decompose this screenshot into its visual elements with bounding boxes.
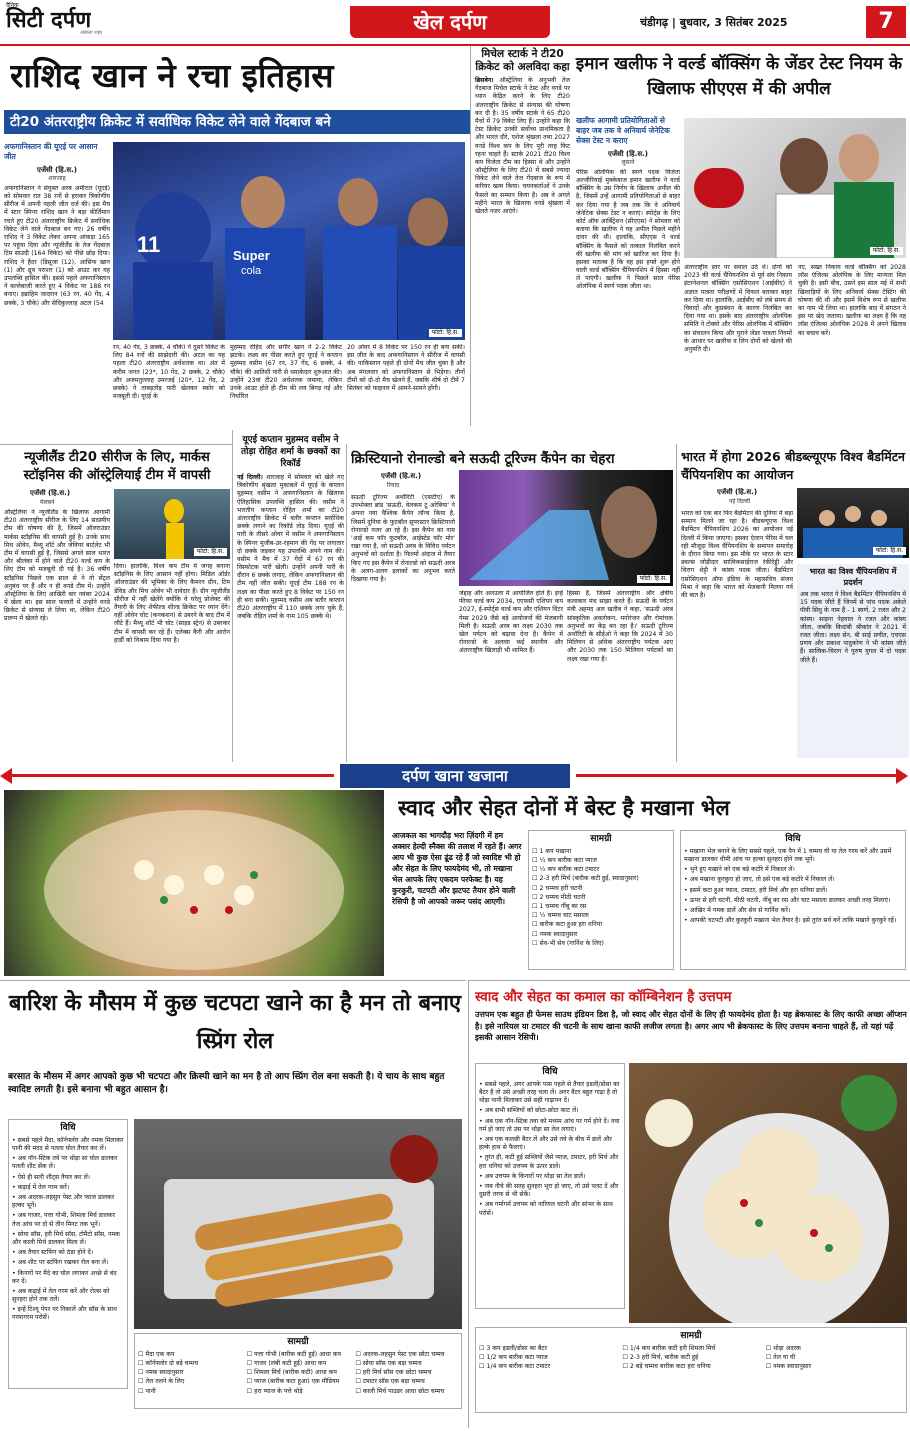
- list-item: ☐ 2 बड़े चम्मच बारीक कटा हरा धनिया: [622, 1363, 759, 1371]
- badminton-place: नई दिल्ली: [729, 498, 751, 505]
- dateline: चंडीगढ़ | बुधवार, 3 सितंबर 2025: [640, 16, 788, 29]
- list-item: ☐ हरा प्याज के पत्ते थोड़े: [247, 1388, 350, 1396]
- list-item: • आपकी चटपटी और कुरकुरी मखाना भेल तैयार है। इसे तुरंत सर्व करें ताकि मखाने कुरकुरे रहें।: [684, 917, 902, 925]
- list-item: ☐ बारीक कटा हुआ हरा धनिया: [532, 921, 670, 929]
- uttapam-ing-list: [479, 1345, 903, 1373]
- list-item: ☐ 3 कप इडली/डोसा का बैटर: [479, 1345, 616, 1353]
- waseem-text: [237, 474, 344, 621]
- ronaldo-byline: एजेंसी (हि.स.): [381, 472, 422, 480]
- photo-credit: फोटो: हि.स.: [873, 547, 906, 555]
- khelif-bullet: खलीफ आगामी प्रतियोगिताओं से बाहर जब तक वे अनिवार्य जेनेटिक सेक्स टेस्ट न कराए: [576, 116, 670, 145]
- makhana-bowl-illustration: [4, 790, 384, 976]
- stoinis-place: मेलबर्न: [40, 499, 55, 506]
- list-item: ☐ ¼ कप बारीक कटा प्याज: [532, 857, 670, 865]
- food-banner: [0, 764, 910, 788]
- list-item: ☐ नमक स्वादानुसार: [766, 1363, 903, 1371]
- list-item: ☐ 1/4 कप बारीक कटा टमाटर: [479, 1363, 616, 1371]
- boxers-illustration: [684, 118, 906, 258]
- list-item: ☐ 2 चम्मच मीठी चटनी: [532, 894, 670, 902]
- uttapam-intro: उत्तपम एक बहुत ही फेमस साउथ इंडियन डिश है, जो स्वाद और सेहत दोनों के लिए ही फायदेमंद होता है। यह ब्रेकफास्ट के लिए काफी अच्छा ऑप्शन है। इसे नारियल या टमाटर की चटनी के साथ खाना काफी लजीज लगता है। अगर आप भी ब्रेकफास्ट के लिए उत्तपम बनाना चाहते हैं, तो यहां पढ़ें इसकी आसान रेसिपी।: [475, 1010, 907, 1043]
- list-item: • अब तैयार स्टफिंग को ठंडा होने दें।: [12, 1249, 124, 1257]
- list-item: ☐ पत्ता गोभी (बारीक कटी हुई) आधा कप: [247, 1351, 350, 1359]
- khelif-headline: इमान खलीफ ने वर्ल्ड बॉक्सिंग के जेंडर टेस्ट नियम के खिलाफ सीएएस में की अपील: [575, 54, 903, 99]
- rashid-strap: टी20 अंतरराष्ट्रीय क्रिकेट में सर्वाधिक विकेट लेने वाले गेंदबाज बने: [4, 110, 470, 134]
- spring-rolls-illustration: [134, 1119, 462, 1329]
- svg-text:11: 11: [137, 232, 161, 257]
- ronaldo-place: रियाद: [387, 482, 400, 489]
- spring-ing-list: [138, 1351, 458, 1397]
- list-item: • किनारों पर मैदे का घोल लगाकर अच्छे से बंद कर दें।: [12, 1270, 124, 1286]
- stoinis-byline: एजेंसी (हि.स.): [30, 489, 71, 497]
- ronaldo-article: [346, 444, 674, 762]
- list-item: ☐ 2-3 हरी मिर्च (बारीक कटी हुई, स्वादानुसार): [532, 875, 670, 883]
- list-item: • तुरंत ही, कटी हुई सब्जियों जैसे प्याज, टमाटर, हरी मिर्च और हरा धनिया को उत्तपम के ऊपर डालें।: [479, 1154, 621, 1170]
- list-item: • अब मखाना कुरकुरा हो जाए, तो इसे एक बड़े कटोरे में निकाल लें।: [684, 876, 902, 884]
- makhana-method-list: [684, 848, 902, 926]
- spring-article: [0, 980, 466, 1428]
- list-item: • आखिर में नमक डालें और सेव से गार्निश करें।: [684, 907, 902, 915]
- ronaldo-headline: क्रिस्टियानो रोनाल्डो बने सऊदी टूरिज्म कैंपेन का चेहरा: [351, 451, 615, 467]
- list-item: ☐ पानी: [138, 1388, 241, 1396]
- uttapam-method-list: [479, 1081, 621, 1218]
- list-item: ☐ हरी मिर्च सॉस एक छोटा चम्मच: [355, 1369, 458, 1377]
- badminton-byline: एजेंसी (हि.स.): [717, 488, 758, 496]
- starc-place: ब्रिसबेन।: [475, 77, 494, 84]
- badminton-box-title: भारत का विश्व चैंपियनशिप में प्रदर्शन: [809, 567, 897, 587]
- khelif-byline: एजेंसी (हि.स.): [607, 149, 649, 158]
- list-item: ☐ सोया सॉस एक बड़ा चम्मच: [355, 1360, 458, 1368]
- makhana-ingredients: [528, 830, 674, 970]
- stoinis-col1: ऑस्ट्रेलिया ने न्यूजीलैंड के खिलाफ आगामी टी20 अंतरराष्ट्रीय सीरीज के लिए 14 सदस्यीय टीम की घोषणा की है, जिसमें ऑलराउंडर मार्कस स्टॉइनिस की वापसी हुई है। उनके साथ मिच ओवेन, मैथ्यू शॉर्ट और जेवियर बार्टलेट भी टीम में वापसी हुई है, जिससे अगले साल भारत और श्रीलंका में होने वाले टी20 वर्ल्ड कप के लिए टीम को मजबूती दी गई है। 36 वर्षीय स्टॉइनिस पिछले एक साल से ने तो सेंट्रल अनुबंध पर हैं और न ही वनडे टीम में। उन्होंने ऑस्ट्रेलिया के लिए आखिरी बार नवंबर 2024 में खेला था। इस साल फरवरी में उन्होंने वनडे क्रिकेट से संन्यास ले लिया था, लेकिन टी20 प्रारूप में खेलते रहे।: [4, 509, 110, 623]
- list-item: ☐ अदरक-लहसुन पेस्ट एक छोटा चम्मच: [355, 1351, 458, 1359]
- list-item: ☐ 2 चम्मच हरी चटनी: [532, 885, 670, 893]
- list-item: • अब अदरक-लहसुन पेस्ट और प्याज डालकर हल्का भूनें।: [12, 1194, 124, 1210]
- uttapam-method-title: विधि: [542, 1067, 558, 1077]
- list-item: • ऐसे ही सारी शीट्स तैयार कर लें।: [12, 1174, 124, 1182]
- list-item: ☐ 1/4 कप बारीक कटी हरी शिमला मिर्च: [622, 1345, 759, 1353]
- spring-method-title: विधि: [60, 1123, 76, 1133]
- makhana-method-title: विधि: [785, 834, 801, 844]
- list-item: ☐ ½ कप बारीक कटा टमाटर: [532, 866, 670, 874]
- spring-headline: बारिश के मौसम में कुछ चटपटा खाने का है मन तो बनाए स्प्रिंग रोल: [8, 991, 462, 1054]
- ronaldo-col2: जेद्दाह और अलउला में आयोजित होते हैं। इन्हें फीफा वर्ल्ड कप 2034, एएफसी एशियन कप 2027, ई-स्पोर्ट्स वर्ल्ड कप और एशियन विंटर गेम्स 2029 जैसे बड़े आयोजनों की मेजबानी मिली है। सऊदी अरब का लक्ष्य 2030 तक खेल पर्यटन को बढ़ावा देना है। कैंपेन में रोनाल्डो के अलावा कई स्थानीय और अंतरराष्ट्रीय खिलाड़ी भी शामिल हैं।: [459, 590, 563, 655]
- list-item: • सबसे पहले मैदा, कॉर्नफ्लोर और नमक मिलाकर पानी की मदद से पतला घोल तैयार कर लें।: [12, 1137, 124, 1153]
- spring-intro: बरसात के मौसम में अगर आपको कुछ भी चटपटा और क्रिस्पी खाने का मन है तो आप स्प्रिंग रोल बना सकती है। ये चाय के साथ बहुत स्वादिष्ट लगती है। इसे बनाना भी बहुत आसान है।: [8, 1072, 445, 1096]
- list-item: ☐ 2-3 हरी मिर्च, बारीक कटी हुई: [622, 1354, 759, 1362]
- uttapam-ingredients: [475, 1327, 907, 1413]
- ronaldo-photo: [459, 470, 673, 586]
- ronaldo-col1: सऊदी टूरिज्म अथॉरिटी (एसटीए) के उपभोक्ता ब्रांड 'सऊदी, वेलकम टू अरेबिया' ने अपना नया वैश्विक कैंपेन लॉन्च किया है, जिसमें दुनिया के फुटबॉल सुपरस्टार क्रिस्टियानो रोनाल्डो नजर आ रहे हैं। इस कैंपेन का नाम 'आई कम फॉर फुटबॉल, आईस्टेड फॉर मोर' रखा गया है, जो सऊदी अरब के विविध पर्यटन अनुभवों को दर्शाता है। फिल्मों अंदाज में तैयार किए गए इस कैंपेन में रोनाल्डो को सऊदी अरब के अलग-अलग इलाकों का अनुभव करते दिखाया गया है।: [351, 494, 455, 583]
- rashid-bullet-text: अफगानिस्तान की यूएई पर आसान जीत: [4, 142, 98, 161]
- list-item: ☐ 1 चम्मच नींबू का रस: [532, 903, 670, 911]
- khelif-bullet-box: [576, 116, 680, 409]
- list-item: ☐ गाजर (लंबी कटी हुई) आधा कप: [247, 1360, 350, 1368]
- rashid-photo: [113, 142, 465, 340]
- section-title: खेल दर्पण: [350, 6, 550, 38]
- cricketers-illustration: [113, 142, 465, 340]
- badminton-box: [797, 564, 909, 758]
- uttapam-method: [475, 1063, 625, 1309]
- list-item: • अब शीट पर स्टफिंग रखकर रोल बना लें।: [12, 1259, 124, 1267]
- list-item: • अब कढ़ाई में तेल गरम करें और रोल्स को सुनहरा होने तक तलें।: [12, 1288, 124, 1304]
- khelif-col2: अंतरराष्ट्रीय स्तर पर सवाल उठे थे। दोनों को 2023 की वर्ल्ड चैंपियनशिप से पूर्व संघ निकाय इंटरनेशनल बॉक्सिंग एसोसिएशन (आईबीए) ने अज्ञात पात्रता परीक्षणों में विफल बताकर बाहर कर दिया था। हालांकि, आईबीए को लंबे समय से विवादों और कुप्रबंधन के कारण निलंबित कर दिया गया था। इसके बाद अंतरराष्ट्रीय ओलंपिक समिति ने टोक्यो और पेरिस ओलंपिक में बॉक्सिंग का संचालन किया और पुराने जेंडर पात्रता नियमों के आधार पर खलीफ व लिन दोनों को खेलने की अनुमति दी।: [684, 264, 792, 353]
- list-item: • ऊपर से हरी चटनी, मीठी चटनी, नींबू का रस और चाट मसाला डालकर अच्छी तरह मिलाएं।: [684, 897, 902, 905]
- uttapam-plate-illustration: [629, 1063, 907, 1323]
- list-item: • अब गर्मागर्म उत्तपम को नारियल चटनी और सांभर के साथ परोसें।: [479, 1201, 621, 1217]
- makhana-article: [0, 790, 910, 980]
- khelif-col1: पेरिस ओलंपिक की स्वर्ण पदक विजेता अल्जीरियाई मुक्केबाज इमान खलीफ ने वर्ल्ड बॉक्सिंग के उस निर्णय के खिलाफ अपील की है, जिसमें उन्हें आगामी प्रतियोगिताओं से बाहर कर दिया गया है जब तक कि वे अनिवार्य जेनेटिक सेक्स टेस्ट न कराएं। स्पोर्ट्स के लिए कोर्ट ऑफ आर्बिट्रेशन (सीएएस) ने सोमवार को बताया कि खलीफ ने यह अपील पिछले महीने दायर की थी। हालांकि, सीएएस ने वर्ल्ड बॉक्सिंग के फैसले को तत्काल निलंबित करने की खलीफ की मांग को खारिज कर दिया है। इसका मतलब है कि वह इस हफ्ते शुरू होने वाली वर्ल्ड बॉक्सिंग चैंपियनशिप में हिस्सा नहीं ले पाएंगी। खलीफ ने पिछले साल पेरिस ओलंपिक में स्वर्ण पदक जीता था।: [576, 168, 680, 291]
- stoinis-article: [0, 444, 232, 762]
- makhana-headline: स्वाद और सेहत दोनों में बेस्ट है मखाना भेल: [398, 796, 730, 820]
- rashid-col3: मुहम्मद रोहिद और सगीर खान ने 2-2 विकेट झटके। लक्ष्य का पीछा करते हुए यूएई ने कप्तान मुहम्मद वसीम (67 रन, 37 गेंद, 6 छक्के, 4 चौके) की आतिशी पारी से धमाकेदार शुरुआत की। उन्होंने 23वां टी20 अर्धशतक जमाया, लेकिन उनके आउट होते ही टीम की लय बिगड़ गई और निर्धारित: [230, 344, 342, 401]
- makhana-photo: [4, 790, 384, 976]
- spring-method: [8, 1119, 128, 1389]
- photo-credit: फोटो: हि.स.: [870, 247, 903, 255]
- page-number: 7: [866, 6, 906, 38]
- list-item: • अब एक कलछी बैटर लें और उसे तवे के बीच में डालें और हल्के हाथ से फैलाएं।: [479, 1136, 621, 1152]
- list-item: • कढ़ाई में तेल गरम करें।: [12, 1184, 124, 1192]
- list-item: • अब एक नॉन-स्टिक तवा को मध्यम आंच पर गर्म होने दें। तवा गर्म हो जाए तो उस पर थोड़ा सा तेल लगाएं।: [479, 1118, 621, 1134]
- list-item: • भुने हुए मखाने को एक बड़े कटोरे में निकाल लें।: [684, 866, 902, 874]
- list-item: ☐ नमक स्वादानुसार: [532, 931, 670, 939]
- uttapam-article: [468, 980, 910, 1428]
- badminton-headline: भारत में होगा 2026 बीडब्ल्यूएफ विश्व बैडमिंटन चैंपियनशिप का आयोजन: [681, 449, 905, 482]
- rashid-bullet: [4, 142, 110, 465]
- list-item: ☐ शिमला मिर्च (बारीक कटी) आधा कप: [247, 1369, 350, 1377]
- list-item: ☐ मैदा एक कप: [138, 1351, 241, 1359]
- khelif-article: [572, 46, 910, 476]
- list-item: • इन्हें टिश्यू पेपर पर निकालें और सॉस के साथ गरमागरम परोसें।: [12, 1306, 124, 1322]
- svg-text:Super: Super: [233, 248, 270, 263]
- spring-ing-title: सामग्री: [287, 1337, 309, 1347]
- arrow-right-head-icon: [896, 768, 908, 784]
- uttapam-photo: [629, 1063, 907, 1323]
- stoinis-headline: न्यूजीलैंड टी20 सीरीज के लिए, मार्कस स्टॉइनिस की ऑस्ट्रेलियाई टीम में वापसी: [23, 450, 211, 483]
- waseem-body: शारजाह में सोमवार को खेले गए त्रिकोणीय श्रृंखला मुकाबले में यूएई के कप्तान मुहम्मद वसीम ने अफगानिस्तान के खिलाफ ऐतिहासिक उपलब्धि हासिल की। वसीम ने भारतीय कप्तान रोहित शर्मा का टी20 अंतरराष्ट्रीय क्रिकेट में बतौर कप्तान सर्वाधिक छक्के लगाने का रिकॉर्ड तोड़ दिया। यूएई की पारी के तीसरे ओवर में वसीम ने अफगानिस्तान के स्पिनर मुजीब-उर-रहमान की गेंद पर लगातार दो छक्के जड़कर यह उपलब्धि अपने नाम की। वसीम ने मैच में 37 गेंदों में 67 रन की विस्फोटक पारी खेली। उन्होंने अपनी पारी के दौरान 6 छक्के लगाए, लेकिन अफगानिस्तान की टीम नहीं जीत सकी। यूएई टीम 188 रन के लक्ष्य का पीछा करते हुए 8 विकेट पर 150 रन ही बना सकी। मुहम्मद वसीम अब बतौर कप्तान टी20 अंतरराष्ट्रीय में 110 छक्के लगा चुके हैं, जबकि रोहित शर्मा के नाम 105 छक्के थे।: [237, 474, 344, 621]
- khelif-place: लुसाने: [621, 158, 635, 166]
- list-item: ☐ 1/2 कप बारीक कटा प्याज: [479, 1354, 616, 1362]
- rashid-col2: रन, 40 गेंद, 3 छक्के, 4 चौके) ने दूसरे विकेट के लिए 84 रनों की साझेदारी की। अटल का यह पहला टी20 अंतरराष्ट्रीय अर्धशतक था। अंत में करीम जनत (23*, 10 गेंद, 2 छक्के, 2 चौके) और अजमतुल्लाह उमरजई (20*, 12 गेंद, 2 छक्के) ने ताबड़तोड़ पारी खेलकर स्कोर को मजबूती दी। यूएई के: [113, 344, 225, 401]
- list-item: • अब गाजर, पत्ता गोभी, शिमला मिर्च डालकर तेज आंच पर दो से तीन मिनट तक भूनें।: [12, 1212, 124, 1228]
- list-item: ☐ प्याज (बारीक कटा हुआ) एक मीडियम: [247, 1378, 350, 1386]
- rashid-col4: 20 ओवर में 8 विकेट पर 150 रन ही बना सकी। इस जीत के बाद अफगानिस्तान ने सीरीज में वापसी की। पाकिस्तान पहले ही दोनों मैच जीत चुका है और अब मंगलवार को अफगानिस्तान से भिड़ेगा। तीनों टीमों को दो-दो मैच खेलने हैं, जबकि शीर्ष दो टीमें 7 सितंबर को फाइनल में आमने-सामने होंगी।: [347, 344, 465, 392]
- starc-body: ऑस्ट्रेलिया के अनुभवी तेज गेंदबाज मिचेल स्टार्क ने टेस्ट और वनडे पर ध्यान केंद्रित करने के लिए टी20 अंतरराष्ट्रीय क्रिकेट से संन्यास की घोषणा कर दी है। 35 वर्षीय स्टार्क ने 65 टी20 मैचों में 79 विकेट लिए हैं। उन्होंने कहा कि टेस्ट क्रिकेट उनकी सर्वोच्च प्राथमिकता है और भारत दौरे, एशेज श्रृंखला तथा 2027 वनडे विश्व कप के लिए पूरी तरह फिट रहना चाहते हैं। स्टार्क 2021 टी20 विश्व कप विजेता टीम का हिस्सा थे और उन्होंने ऑस्ट्रेलिया के लिए टी20 में सबसे ज्यादा विकेट लेने वाले तेज गेंदबाज के रूप में करियर खत्म किया। चयनकर्ताओं ने उनके फैसले का सम्मान किया है। अब वे अगले महीने भारत के खिलाफ वनडे श्रृंखला में खेलते नजर आएंगे।: [475, 77, 570, 215]
- list-item: ☐ नमक स्वादानुसार: [138, 1369, 241, 1377]
- rashid-place: शारजाह: [48, 175, 66, 183]
- rashid-byline: एजेंसी (हि.स.): [36, 165, 78, 174]
- khelif-col3: नए, सख्त निकाय वर्ल्ड बॉक्सिंग को 2028 लॉस एंजिल्स ओलंपिक के लिए मान्यता मिल चुकी है। इसी बीच, उसने इस साल मई में सभी खिलाड़ियों के लिए अनिवार्य सेक्स टेस्टिंग की घोषणा की थी और इसमें विशेष रूप से खलीफ का नाम भी लिया था। हालांकि बाद में संगठन ने इस पर खेद जताया। खलीफ का लक्ष्य है कि वह लॉस एंजिल्स ओलंपिक 2028 में अपने खिताब का बचाव करें।: [798, 264, 906, 337]
- uttapam-headline: स्वाद और सेहत का कमाल का कॉम्बिनेशन है उत्तपम: [475, 989, 732, 1005]
- khelif-photo: [684, 118, 906, 258]
- list-item: ☐ थोड़ा अदरक: [766, 1345, 903, 1353]
- list-item: • सबसे पहले, अगर आपके पास पहले से तैयार इडली/डोसा का बैटर है तो उसे अच्छी तरह चला लें। अगर बैटर बहुत गाढ़ा है तो थोड़ा पानी मिलाकर उसे सही गाढ़ापन दें।: [479, 1081, 621, 1106]
- waseem-headline: यूएई कप्तान मुहम्मद वसीम ने तोड़ा रोहित शर्मा के छक्कों का रिकॉर्ड: [241, 435, 340, 469]
- list-item: • अब सभी सब्जियों को छोटा-छोटा काट लें।: [479, 1107, 621, 1115]
- makhana-intro: आजकल का भागदौड़ भरा ज़िंदगी में हम अक्सर हेल्दी स्नैक्स की तलाश में रहते हैं। अगर आप भी कुछ ऐसा ढूंढ रहे हैं जो स्वादिष्ट भी हो और सेहत के लिए फायदेमंद भी, तो मखाना भेल आपके लिए एकदम परफेक्ट है। यह कुरकुरी, चटपटी और झटपट तैयार होने वाली रेसिपी है जो आपको जरूर पसंद आएगी।: [392, 831, 522, 906]
- spring-photo: [134, 1119, 462, 1329]
- ronaldo-col3: हिस्सा है, जिसमें अंतरराष्ट्रीय और क्षेत्रीय कलाकार मंच साझा करते हैं। सऊदी के पर्यटन मंत्री अहमद अल खतीब ने कहा, 'सऊदी अरब सांस्कृतिक अवलोकन, मनोरंजन और रोमांचक अनुभवों का केंद्र बन रहा है।' सऊदी टूरिज्म अथॉरिटी के सीईओ ने कहा कि 2024 में 30 मिलियन से अधिक अंतरराष्ट्रीय पर्यटक आए और 2030 तक 150 मिलियन पर्यटकों का लक्ष्य रखा गया है।: [567, 590, 673, 663]
- spring-ingredients: [134, 1333, 462, 1409]
- list-item: ☐ कॉर्नफ्लोर दो बड़े चम्मच: [138, 1360, 241, 1368]
- badminton-box-text: अब तक भारत ने विश्व बैडमिंटन चैंपियनशिप में 15 पदक जीते हैं जिनमें से पांच पदक अकेले पीवी सिंधु के नाम हैं - 1 स्वर्ण, 2 रजत और 2 कांस्य। साइना नेहवाल ने रजत और कांस्य जीता, जबकि किदांबी श्रीकांत ने 2021 में रजत जीता। लक्ष्य सेन, बी साई प्रणीत, एचएस प्रणय और प्रकाश पादुकोण ने भी कांस्य जीते हैं। सात्विक-चिराग ने पुरुष युगल में दो पदक जीते हैं।: [800, 591, 906, 664]
- arrow-right-icon: [576, 774, 906, 777]
- arrow-left-icon: [4, 774, 334, 777]
- badminton-article: [676, 444, 910, 762]
- list-item: • अब उत्तपम के किनारों पर थोड़ा सा तेल डालें।: [479, 1173, 621, 1181]
- waseem-article: [232, 430, 344, 762]
- brand-tagline: अंबाला शहर: [80, 30, 103, 36]
- stoinis-col2: दिया। हालांकि, विश्व कप टीम में जगह बनाना स्टॉइनिस के लिए आसान नहीं होगा। मिडिल ऑर्डर ऑलराउंडर की भूमिका के लिए कैमरन ग्रीन, टिम डेविड और मिच ओवेन भी दावेदार हैं। ग्रीन न्यूजीलैंड सीरीज में नहीं खेलेंगे क्योंकि वे घरेलू प्रोजेक्ट की तैयारी के लिए शेफील्ड शील्ड क्रिकेट पर ध्यान देंगे। वहीं ओवेन चोट (कनकशन) से उबरने के बाद टीम में लौटे हैं। मैथ्यू शॉर्ट भी चोट (साइड स्ट्रेन) से उबरकर टीम में वापसी कर रहे हैं। एलेक्स कैरी और आरोन हार्डी को विश्राम दिया गया है।: [114, 563, 230, 644]
- list-item: ☐ तेल तलने के लिए: [138, 1378, 241, 1386]
- makhana-method: [680, 830, 906, 970]
- list-item: • सोया सॉस, हरी मिर्च सॉस, टोमैटो सॉस, नमक और काली मिर्च डालकर मिला लें।: [12, 1231, 124, 1247]
- photo-credit: फोटो: हि.स.: [194, 548, 227, 556]
- svg-text:cola: cola: [241, 265, 262, 277]
- makhana-ing-title: सामग्री: [590, 834, 612, 844]
- rashid-article: [0, 50, 470, 480]
- waseem-place: नई दिल्ली।: [237, 474, 263, 481]
- stoinis-photo: [114, 489, 230, 559]
- badminton-text: भारत को एक बार फिर बैडमिंटन की दुनिया में बड़ा सम्मान मिलने जा रहा है। बीडब्ल्यूएफ विश्व बैडमिंटन चैंपियनशिप 2026 का आयोजन नई दिल्ली में किया जाएगा। इसका ऐलान पेरिस में चल रही मौजूदा विश्व चैंपियनशिप के समापन समारोह के दौरान किया गया। इस मौके पर भारत के स्टार डबल्स जोड़ीदार सात्विकसाईराज रंकीरेड्डी और चिराग शेट्टी ने कांस्य पदक जीता। बैडमिंटन एसोसिएशन ऑफ इंडिया के महासचिव संजय मिश्रा ने कहा कि भारत को मेजबानी मिलना गर्व की बात है।: [681, 510, 793, 599]
- food-banner-title: दर्पण खाना खजाना: [340, 764, 570, 788]
- list-item: ☐ ½ चम्मच चाट मसाला: [532, 912, 670, 920]
- masthead: [0, 0, 910, 46]
- makhana-ing-list: [532, 848, 670, 948]
- list-item: ☐ सेव-भी सेव (गार्निश के लिए): [532, 940, 670, 948]
- list-item: • अब नॉन-स्टिक तवे पर थोड़ा सा घोल डालकर पतली शीट सेंक लें।: [12, 1155, 124, 1171]
- spring-method-list: [12, 1137, 124, 1323]
- starc-text: [475, 77, 570, 216]
- starc-article: [470, 46, 570, 426]
- badminton-photo: [797, 488, 909, 558]
- brand-small: दैनिक: [6, 2, 19, 9]
- photo-credit: फोटो: हि.स.: [637, 575, 670, 583]
- rashid-headline: राशिद खान ने रचा इतिहास: [10, 56, 334, 95]
- list-item: ☐ 1 कप मखाना: [532, 848, 670, 856]
- arrow-left-head-icon: [0, 768, 12, 784]
- list-item: • जब नीचे की सतह सुनहरा भूरा हो जाए, तो उसे पलट दें और दूसरी तरफ से भी सेकें।: [479, 1183, 621, 1199]
- photo-credit: फोटो: हि.स.: [429, 329, 462, 337]
- brand-name: सिटी दर्पण: [6, 8, 92, 33]
- list-item: • मखाना भेल बनाने के लिए सबसे पहले, एक पैन में 1 चम्मच घी या तेल गरम करें और उसमें मखाना डालकर धीमी आंच पर हल्का सुनहरा होने तक भूनें।: [684, 848, 902, 864]
- list-item: ☐ काली मिर्च पाउडर आधा छोटा चम्मच: [355, 1388, 458, 1396]
- list-item: • इसमें कटा हुआ प्याज, टमाटर, हरी मिर्च और हरा धनिया डालें।: [684, 887, 902, 895]
- list-item: ☐ टमाटर सॉस एक बड़ा चम्मच: [355, 1378, 458, 1386]
- starc-headline: मिचेल स्टार्क ने टी20 क्रिकेट को अलविदा कहा: [475, 48, 570, 73]
- rashid-col1: अफगानिस्तान ने संयुक्त अरब अमीरात (यूएई) को सोमवार रात 38 रनों से हराकर त्रिकोणीय सीरीज में अपनी पहली जीत दर्ज की। इस मैच में स्टार स्पिनर राशिद खान ने बड़ा कीर्तिमान रचते हुए टी20 अंतरराष्ट्रीय क्रिकेट में सर्वाधिक विकेट लेने वाले गेंदबाज बन गए। 26 वर्षीय राशिद ने 3 विकेट लेकर अपना आंकड़ा 165 पर पहुंचा दिया और न्यूजीलैंड के तेज गेंदबाज टिम साउदी (164 विकेट) को पीछे छोड़ दिया। राशिद ने हैदर (डिसूजा (12), आसिफ खान (1) और ध्रुव पराशर (1) को आउट कर यह उपलब्धि हासिल की। इससे पहले अफगानिस्तान ने बल्लेबाजी करते हुए 4 विकेट पर 188 रन बनाए। इब्राहिम जादरान (63 रन, 40 गेंद, 4 छक्के, 3 चौके) और सेदिकुल्लाह अटल (54: [4, 184, 110, 307]
- tennis-court-illustration: [459, 470, 673, 586]
- list-item: ☐ तेल या घी: [766, 1354, 903, 1362]
- uttapam-ing-title: सामग्री: [680, 1331, 702, 1341]
